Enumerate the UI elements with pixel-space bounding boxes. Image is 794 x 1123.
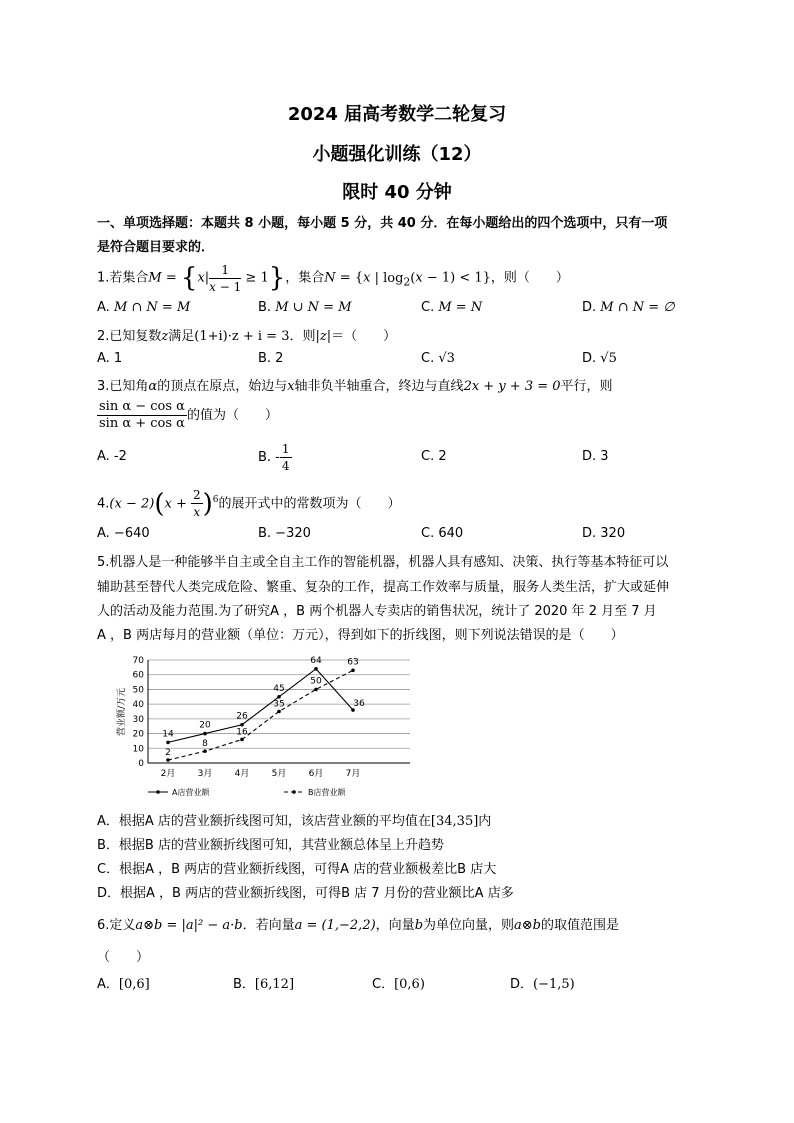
series-b-point xyxy=(314,688,318,692)
x-tick-label: 3月 xyxy=(197,769,213,779)
series-b-data-label: 16 xyxy=(236,727,248,738)
q5-option-a[interactable]: A．根据A 店的营业额折线图可知，该店营业额的平均值在[34,35]内 xyxy=(97,814,492,829)
q2-option-d[interactable]: D. √5 xyxy=(582,351,617,366)
q5-line-1: 5.机器人是一种能够半自主或全自主工作的智能机器，机器人具有感知、决策、执行等基本特征可以 xyxy=(97,555,669,570)
y-tick-label: 10 xyxy=(132,744,144,755)
legend-a-marker xyxy=(156,790,160,794)
q1-option-c[interactable]: C. M = N xyxy=(421,300,483,315)
x-tick-label: 5月 xyxy=(271,769,287,779)
y-axis-label: 营业额/万元 xyxy=(117,687,127,737)
x-tick-label: 2月 xyxy=(160,769,176,779)
q6-option-a[interactable]: A．[0,6] xyxy=(97,977,150,992)
series-a-point xyxy=(277,695,281,699)
q1-pre: 1.若集合 xyxy=(97,270,149,286)
title-line-2: 小题强化训练（12） xyxy=(312,144,482,165)
series-b-point xyxy=(240,738,244,742)
question-1-stem: 1.若集合M = {x| $\frac{1}{x - 1}$ ≥ 1}，集合N = {x | $\log_2(x - 1) < 1$}，则（ ） xyxy=(97,262,569,294)
y-tick-label: 20 xyxy=(132,729,144,740)
q3-option-d[interactable]: D. 3 xyxy=(582,449,609,464)
q4-option-c[interactable]: C. 640 xyxy=(421,526,464,541)
x-tick-label: 7月 xyxy=(345,769,361,779)
series-a-data-label: 45 xyxy=(273,683,285,694)
y-tick-label: 40 xyxy=(132,700,144,711)
question-6-stem: 6.定义a⊗b = |a|² − a·b．若向量a = (1,−2,2)，向量b为单位向量，则a⊗b的取值范围是 xyxy=(97,918,620,933)
series-b-data-label: 63 xyxy=(347,657,359,668)
q1-option-b[interactable]: B. M ∪ N = M xyxy=(258,300,352,315)
x-tick-label: 6月 xyxy=(308,769,324,779)
series-a-line xyxy=(168,669,353,743)
series-a-point xyxy=(166,741,170,745)
q1-option-a[interactable]: A. M ∩ N = M xyxy=(97,300,191,315)
q5-option-c[interactable]: C．根据A ，B 两店的营业额折线图，可得A 店的营业额极差比B 店大 xyxy=(97,862,497,877)
q4-option-b[interactable]: B. −320 xyxy=(258,526,311,541)
legend-a-label: A店营业额 xyxy=(172,788,210,797)
series-a-data-label: 36 xyxy=(353,699,365,710)
series-b-data-label: 50 xyxy=(310,676,322,687)
series-a-data-label: 64 xyxy=(310,655,322,666)
series-a-data-label: 20 xyxy=(199,720,211,731)
q6-answer-paren: （ ） xyxy=(97,950,150,965)
question-4-stem: 4.(x − 2)(x + $\frac{2}{x}$ )$^6$的展开式中的常数项为（ ） xyxy=(97,488,401,520)
q6-option-d[interactable]: D．(−1,5) xyxy=(510,977,575,992)
q2-option-c[interactable]: C. √3 xyxy=(421,351,455,366)
y-tick-label: 50 xyxy=(132,685,144,696)
series-a-data-label: 26 xyxy=(236,711,248,722)
y-tick-label: 60 xyxy=(132,670,144,681)
series-b-point xyxy=(351,669,355,673)
series-b-data-label: 8 xyxy=(202,739,208,750)
series-b-point xyxy=(166,758,170,762)
series-b-point xyxy=(277,710,281,714)
series-a-point xyxy=(240,723,244,727)
q4-option-d[interactable]: D. 320 xyxy=(582,526,626,541)
series-b-line xyxy=(168,670,353,760)
title-line-1: 2024 届高考数学二轮复习 xyxy=(287,104,507,125)
q3-option-c[interactable]: C. 2 xyxy=(421,449,447,464)
q2-option-a[interactable]: A. 1 xyxy=(97,351,123,366)
series-a-point xyxy=(314,667,318,671)
legend-b-marker xyxy=(292,790,296,794)
q3-option-b[interactable]: B. - $\frac{1}{4}$ xyxy=(258,442,290,473)
q3-option-a[interactable]: A. -2 xyxy=(97,449,127,464)
series-a-data-label: 14 xyxy=(162,729,174,740)
q4-option-a[interactable]: A. −640 xyxy=(97,526,150,541)
series-b-data-label: 35 xyxy=(273,699,285,710)
y-tick-label: 0 xyxy=(138,759,144,769)
section-heading-line2: 是符合题目要求的． xyxy=(97,240,215,255)
q1-option-d[interactable]: D. M ∩ N = ∅ xyxy=(582,300,675,315)
legend-b-label: B店营业额 xyxy=(308,788,346,797)
series-a-point xyxy=(203,732,207,736)
series-b-point xyxy=(203,749,207,753)
q6-option-c[interactable]: C．[0,6) xyxy=(372,977,425,992)
x-tick-label: 4月 xyxy=(234,769,250,779)
q2-option-b[interactable]: B. 2 xyxy=(258,351,284,366)
q5-option-d[interactable]: D．根据A ，B 两店的营业额折线图，可得B 店 7 月份的营业额比A 店多 xyxy=(97,886,514,901)
y-tick-label: 30 xyxy=(132,714,144,725)
q1-post: ，则（ ） xyxy=(490,270,569,286)
question-3-expression: $\frac{\text{sin α − cos α}}{\text{sin α + cos α}}$ 的值为（ ） xyxy=(99,399,278,431)
y-tick-label: 70 xyxy=(132,656,144,666)
q1-mid: ，集合 xyxy=(285,270,325,286)
series-b-data-label: 2 xyxy=(165,748,171,759)
section-heading-line1: 一、单项选择题：本题共 8 小题，每小题 5 分，共 40 分．在每小题给出的四个选项中，只有一项 xyxy=(97,216,668,231)
q6-option-b[interactable]: B．[6,12] xyxy=(233,977,295,992)
q5-line-3: 人的活动及能力范围.为了研究A ，B 两个机器人专卖店的销售状况，统计了 2020 年 2 月至 7 月 xyxy=(97,604,657,619)
q5-line-4: A ，B 两店每月的营业额（单位：万元），得到如下的折线图，则下列说法错误的是（ ） xyxy=(97,628,624,643)
sales-line-chart xyxy=(110,650,420,802)
q5-line-2: 辅助甚至替代人类完成危险、繁重、复杂的工作，提高工作效率与质量，服务人类生活，扩大或延伸 xyxy=(97,580,670,595)
question-3-stem: 3.已知角α的顶点在原点，始边与x轴非负半轴重合，终边与直线2x + y + 3 = 0平行，则 xyxy=(97,379,613,394)
question-2-stem: 2.已知复数z满足(1+i)·z + i = 3．则|z|＝（ ） xyxy=(97,329,397,344)
q5-option-b[interactable]: B．根据B 店的营业额折线图可知，其营业额总体呈上升趋势 xyxy=(97,838,444,853)
title-line-3: 限时 40 分钟 xyxy=(342,182,452,203)
